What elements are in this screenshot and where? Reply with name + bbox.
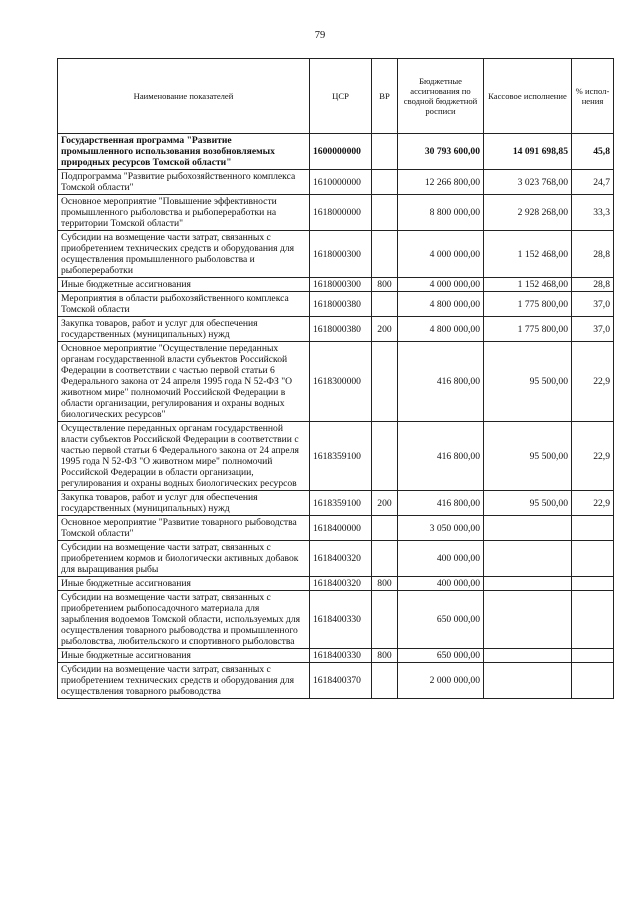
- cell-name: Основное мероприятие "Повышение эффективности промышленного рыболовства и рыбопереработки на территории Томской области": [58, 195, 310, 231]
- cell-vr: [372, 134, 398, 170]
- cell-pct: [572, 591, 614, 649]
- budget-table: [57, 58, 614, 699]
- cell-csr: 1618359100: [310, 422, 372, 491]
- table-row: [58, 278, 614, 292]
- cell-pct: [572, 577, 614, 591]
- cell-pct: 45,8: [572, 134, 614, 170]
- cell-cash: [484, 649, 572, 663]
- table-row: [58, 292, 614, 317]
- cell-name: Подпрограмма "Развитие рыбохозяйственного комплекса Томской области": [58, 170, 310, 195]
- table-row: [58, 491, 614, 516]
- cell-pct: 37,0: [572, 317, 614, 342]
- cell-csr: 1618400330: [310, 591, 372, 649]
- cell-vr: 200: [372, 317, 398, 342]
- cell-cash: 95 500,00: [484, 491, 572, 516]
- cell-cash: 95 500,00: [484, 422, 572, 491]
- cell-csr: 1618400320: [310, 577, 372, 591]
- cell-name: Закупка товаров, работ и услуг для обеспечения государственных (муниципальных) нужд: [58, 491, 310, 516]
- table-body: [58, 134, 614, 699]
- cell-budget: 12 266 800,00: [398, 170, 484, 195]
- cell-name: Субсидии на возмещение части затрат, связанных с приобретением кормов и биологически активных добавок для выращивания рыбы: [58, 541, 310, 577]
- table-row: [58, 591, 614, 649]
- cell-budget: 4 000 000,00: [398, 231, 484, 278]
- cell-pct: [572, 663, 614, 699]
- cell-cash: 14 091 698,85: [484, 134, 572, 170]
- table-row: [58, 231, 614, 278]
- cell-csr: 1618400000: [310, 516, 372, 541]
- cell-cash: 1 152 468,00: [484, 231, 572, 278]
- table-row: [58, 170, 614, 195]
- header-pct: % испол-нения: [572, 59, 614, 134]
- cell-cash: [484, 541, 572, 577]
- cell-name: Иные бюджетные ассигнования: [58, 649, 310, 663]
- cell-name: Субсидии на возмещение части затрат, связанных с приобретением рыбопосадочного материала для зарыбления водоемов Томской области, используемых для осуществления товарного рыбоводства и промышленного рыболовства, любительского и спортивного рыболовства: [58, 591, 310, 649]
- table-row: [58, 577, 614, 591]
- header-vr: ВР: [372, 59, 398, 134]
- cell-cash: 2 928 268,00: [484, 195, 572, 231]
- cell-budget: 4 000 000,00: [398, 278, 484, 292]
- header-csr: ЦСР: [310, 59, 372, 134]
- cell-cash: 1 152 468,00: [484, 278, 572, 292]
- cell-budget: 416 800,00: [398, 491, 484, 516]
- cell-pct: 24,7: [572, 170, 614, 195]
- cell-cash: 3 023 768,00: [484, 170, 572, 195]
- cell-vr: 200: [372, 491, 398, 516]
- cell-budget: 400 000,00: [398, 577, 484, 591]
- header-name: Наименование показателей: [58, 59, 310, 134]
- cell-cash: [484, 591, 572, 649]
- cell-csr: 1618359100: [310, 491, 372, 516]
- cell-vr: [372, 422, 398, 491]
- cell-budget: 416 800,00: [398, 422, 484, 491]
- cell-vr: [372, 663, 398, 699]
- cell-csr: 1618400320: [310, 541, 372, 577]
- table-row: [58, 422, 614, 491]
- cell-csr: 1610000000: [310, 170, 372, 195]
- cell-cash: [484, 577, 572, 591]
- cell-name: Субсидии на возмещение части затрат, связанных с приобретением технических средств и оборудования для осуществления товарного рыбоводства: [58, 663, 310, 699]
- cell-name: Государственная программа "Развитие промышленного использования возобновляемых природных ресурсов Томской области": [58, 134, 310, 170]
- cell-name: Закупка товаров, работ и услуг для обеспечения государственных (муниципальных) нужд: [58, 317, 310, 342]
- table-row: [58, 516, 614, 541]
- cell-budget: 30 793 600,00: [398, 134, 484, 170]
- cell-pct: [572, 649, 614, 663]
- cell-pct: 37,0: [572, 292, 614, 317]
- cell-name: Иные бюджетные ассигнования: [58, 278, 310, 292]
- table-row: [58, 541, 614, 577]
- cell-pct: [572, 541, 614, 577]
- cell-csr: 1618000000: [310, 195, 372, 231]
- cell-vr: [372, 541, 398, 577]
- cell-vr: 800: [372, 649, 398, 663]
- cell-csr: 1618000380: [310, 317, 372, 342]
- cell-name: Осуществление переданных органам государственной власти субъектов Российской Федерации в соответствии с частью первой статьи 6 Федерального закона от 24 апреля 1995 года N 52-ФЗ "О животном мире" полномочий Российской Федерации в области организации, регулирования и охраны водных биологических ресурсов: [58, 422, 310, 491]
- cell-csr: 1618000380: [310, 292, 372, 317]
- cell-name: Субсидии на возмещение части затрат, связанных с приобретением технических средств и оборудования для осуществления промышленного рыболовства и рыбопереработки: [58, 231, 310, 278]
- table-row: [58, 317, 614, 342]
- cell-budget: 400 000,00: [398, 541, 484, 577]
- cell-cash: 95 500,00: [484, 342, 572, 422]
- cell-vr: [372, 516, 398, 541]
- table-row: [58, 342, 614, 422]
- cell-name: Основное мероприятие "Развитие товарного рыбоводства Томской области": [58, 516, 310, 541]
- cell-pct: 22,9: [572, 491, 614, 516]
- cell-vr: [372, 342, 398, 422]
- cell-csr: 1618400370: [310, 663, 372, 699]
- header-cash: Кассовое исполнение: [484, 59, 572, 134]
- cell-name: Основное мероприятие "Осуществление переданных органам государственной власти субъектов Российской Федерации в соответствии с частью первой статьи 6 Федерального закона от 24 апреля 1995 года N 52-ФЗ "О животном мире" полномочий Российской Федерации в области организации, регулирования и охраны водных биологических ресурсов": [58, 342, 310, 422]
- cell-cash: [484, 663, 572, 699]
- cell-cash: 1 775 800,00: [484, 292, 572, 317]
- cell-vr: 800: [372, 577, 398, 591]
- page-number: 79: [314, 30, 326, 41]
- cell-budget: 8 800 000,00: [398, 195, 484, 231]
- cell-name: Иные бюджетные ассигнования: [58, 577, 310, 591]
- table-row: [58, 195, 614, 231]
- cell-vr: [372, 231, 398, 278]
- table-row: [58, 663, 614, 699]
- cell-budget: 3 050 000,00: [398, 516, 484, 541]
- table-row: [58, 649, 614, 663]
- table-header-row: [58, 59, 614, 134]
- cell-vr: [372, 591, 398, 649]
- cell-cash: [484, 516, 572, 541]
- cell-budget: 2 000 000,00: [398, 663, 484, 699]
- cell-csr: 1600000000: [310, 134, 372, 170]
- cell-pct: 33,3: [572, 195, 614, 231]
- cell-pct: 28,8: [572, 278, 614, 292]
- cell-vr: [372, 195, 398, 231]
- cell-name: Мероприятия в области рыбохозяйственного комплекса Томской области: [58, 292, 310, 317]
- cell-csr: 1618400330: [310, 649, 372, 663]
- cell-vr: [372, 292, 398, 317]
- cell-vr: [372, 170, 398, 195]
- cell-csr: 1618000300: [310, 231, 372, 278]
- cell-pct: 22,9: [572, 342, 614, 422]
- cell-budget: 650 000,00: [398, 591, 484, 649]
- cell-csr: 1618300000: [310, 342, 372, 422]
- cell-budget: 650 000,00: [398, 649, 484, 663]
- cell-pct: 22,9: [572, 422, 614, 491]
- cell-budget: 416 800,00: [398, 342, 484, 422]
- cell-csr: 1618000300: [310, 278, 372, 292]
- header-budget: Бюджетные ассигнования по сводной бюджетной росписи: [398, 59, 484, 134]
- cell-budget: 4 800 000,00: [398, 317, 484, 342]
- cell-cash: 1 775 800,00: [484, 317, 572, 342]
- table-row: [58, 134, 614, 170]
- cell-budget: 4 800 000,00: [398, 292, 484, 317]
- cell-pct: [572, 516, 614, 541]
- cell-pct: 28,8: [572, 231, 614, 278]
- cell-vr: 800: [372, 278, 398, 292]
